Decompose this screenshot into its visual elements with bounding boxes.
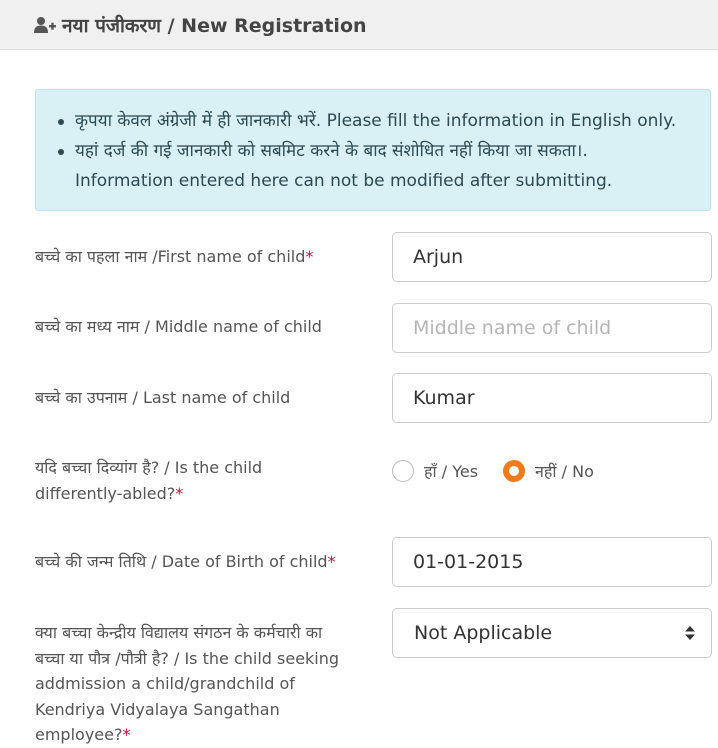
page-title: नया पंजीकरण / New Registration: [62, 14, 367, 37]
radio-option-yes[interactable]: [392, 460, 478, 482]
alert-item-english: Information entered here can not be modified after submitting.: [75, 171, 613, 191]
kvs-label-line: addmission a child/grandchild of: [35, 674, 295, 693]
differently-abled-label: [35, 455, 365, 506]
last-name-input[interactable]: [392, 373, 712, 423]
last-name-label: [35, 385, 365, 411]
kvs-employee-selected-value: Not Applicable: [414, 622, 553, 644]
differently-abled-label-line2: differently-abled?: [35, 483, 176, 503]
required-marker: *: [122, 725, 131, 744]
kvs-label-line: क्या बच्चा केन्द्रीय विद्यालय संगठन के कर्मचारी का: [35, 623, 323, 642]
differently-abled-label-line1: यदि बच्चा दिव्यांग है? / Is the child: [35, 458, 263, 477]
radio-yes[interactable]: [392, 460, 414, 482]
radio-yes-label: हाँ / Yes: [424, 462, 479, 481]
alert-item-hindi: यहां दर्ज की गई जानकारी को सबमिट करने के बाद संशोधित नहीं किया जा सकता।.: [75, 141, 588, 161]
kvs-employee-label: [35, 620, 365, 748]
alert-item: कृपया केवल अंग्रेजी में ही जानकारी भरें. Please fill the information in English only.: [58, 106, 690, 136]
alert-item: [58, 136, 690, 196]
kvs-employee-select[interactable]: [392, 608, 712, 658]
select-arrows-icon: [685, 626, 695, 640]
middle-name-input[interactable]: [392, 303, 712, 353]
first-name-input[interactable]: [392, 232, 712, 282]
differently-abled-radio-group: [392, 458, 594, 484]
middle-name-label-text: बच्चे का मध्य नाम / Middle name of child: [35, 317, 322, 336]
required-marker: *: [327, 552, 336, 571]
first-name-label: [35, 244, 365, 270]
required-marker: *: [175, 483, 184, 503]
add-user-icon: [34, 16, 56, 34]
info-alert: [35, 89, 711, 211]
kvs-label-line: बच्चा या पौत्र /पौत्री है? / Is the child seeking: [35, 648, 340, 668]
last-name-label-text: बच्चे का उपनाम / Last name of child: [35, 388, 291, 407]
radio-no-label: नहीं / No: [535, 462, 594, 481]
kvs-label-line: Kendriya Vidyalaya Sangathan: [35, 699, 280, 719]
middle-name-label: [35, 314, 365, 340]
dob-label: [35, 549, 365, 575]
radio-option-no[interactable]: [503, 460, 594, 482]
radio-no[interactable]: [503, 460, 525, 482]
dob-input[interactable]: [392, 537, 712, 587]
required-marker: *: [305, 247, 314, 266]
first-name-label-text: बच्चे का पहला नाम /First name of child: [35, 247, 306, 266]
kvs-label-line: employee?: [35, 725, 123, 744]
page-header: [0, 0, 718, 50]
dob-label-text: बच्चे की जन्म तिथि / Date of Birth of child: [35, 552, 328, 571]
